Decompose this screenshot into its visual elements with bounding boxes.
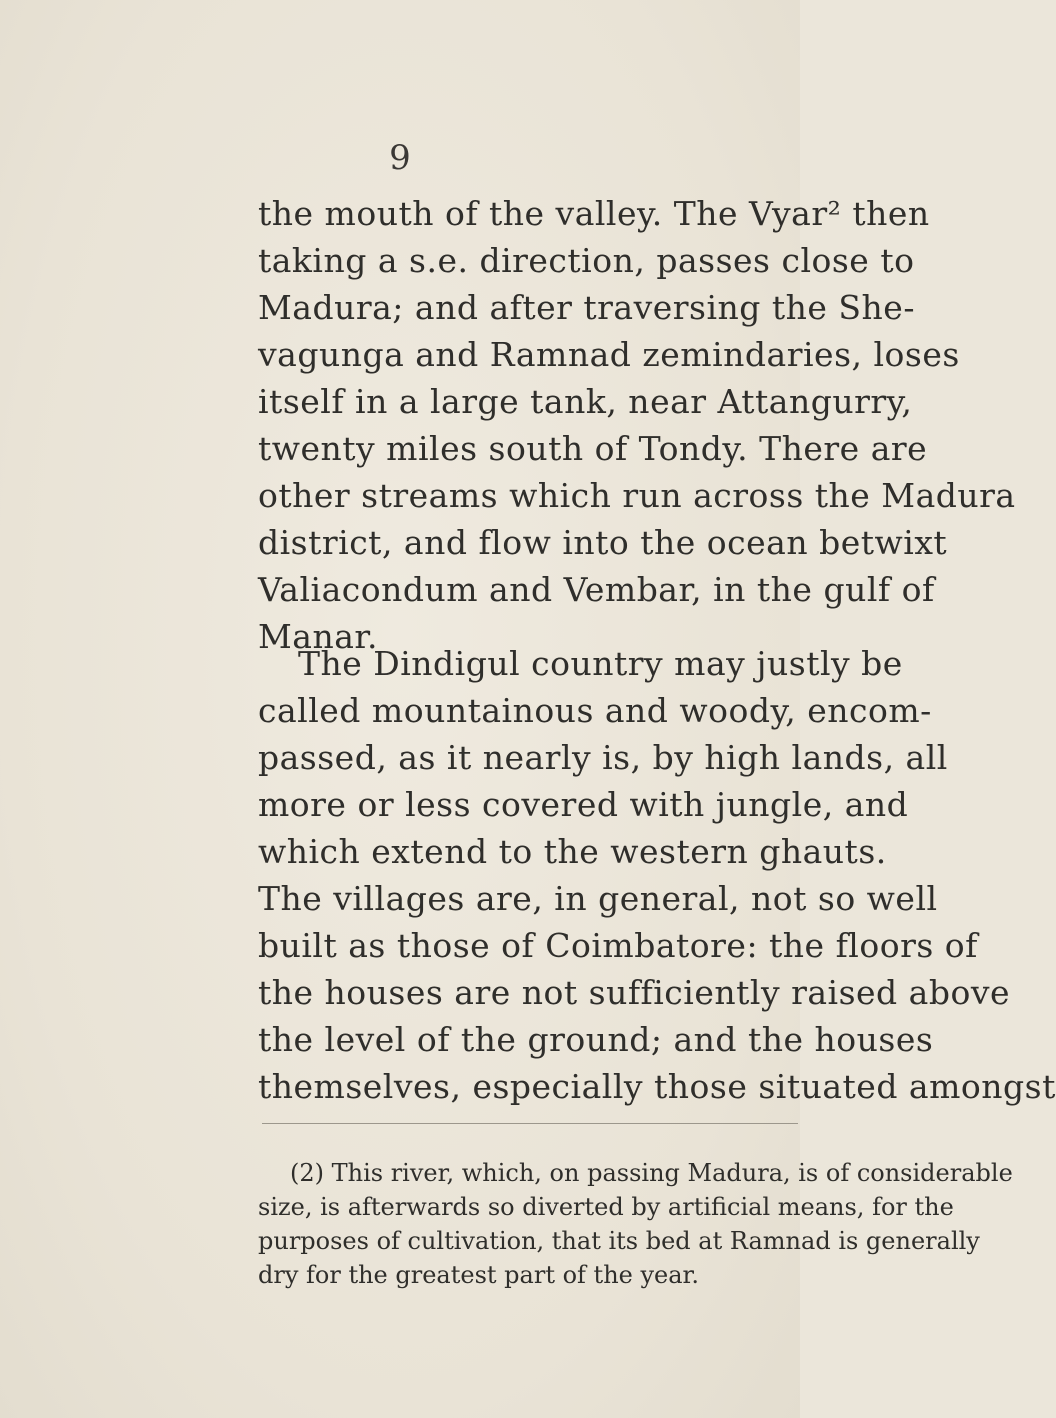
paragraph-line: The villages are, in general, not so well [258,879,938,918]
footnote-line: purposes of cultivation, that its bed at Ramnad is generally [258,1227,980,1255]
paragraph-line: more or less covered with jungle, and [258,785,909,824]
paragraph-line: the houses are not sufficiently raised above [258,973,1010,1012]
paragraph-line: called mountainous and woody, encom- [258,691,932,730]
footnote-line: size, is afterwards so diverted by artificial means, for the [258,1193,954,1221]
paragraph-line: the mouth of the valley. The Vyar² then [258,194,930,233]
paragraph-line: other streams which run across the Madura [258,476,1016,515]
paragraph-line: The Dindigul country may justly be [298,644,903,683]
paragraph-line: twenty miles south of Tondy. There are [258,429,928,468]
paragraph-line: Manar. [258,617,379,656]
paragraph-line: district, and flow into the ocean betwixt [258,523,948,562]
paragraph-line: the level of the ground; and the houses [258,1020,934,1059]
page-number: 9 [389,138,411,178]
paragraph-line: vagunga and Ramnad zemindaries, loses [258,335,960,374]
paragraph-line: taking a s.e. direction, passes close to [258,241,915,280]
footnote-divider [262,1123,798,1124]
paragraph-line: which extend to the western ghauts. [258,832,887,871]
footnote-line: dry for the greatest part of the year. [258,1261,700,1289]
paragraph-line: Madura; and after traversing the She- [258,288,915,327]
footnote-line: (2) This river, which, on passing Madura, is of considerable [290,1159,1013,1187]
paragraph-line: itself in a large tank, near Attangurry, [258,382,913,421]
paragraph-line: Valiacondum and Vembar, in the gulf of [258,570,935,609]
paragraph-line: themselves, especially those situated amongst [258,1067,1056,1106]
paragraph-line: passed, as it nearly is, by high lands, all [258,738,948,777]
paragraph-line: built as those of Coimbatore: the floors of [258,926,978,965]
